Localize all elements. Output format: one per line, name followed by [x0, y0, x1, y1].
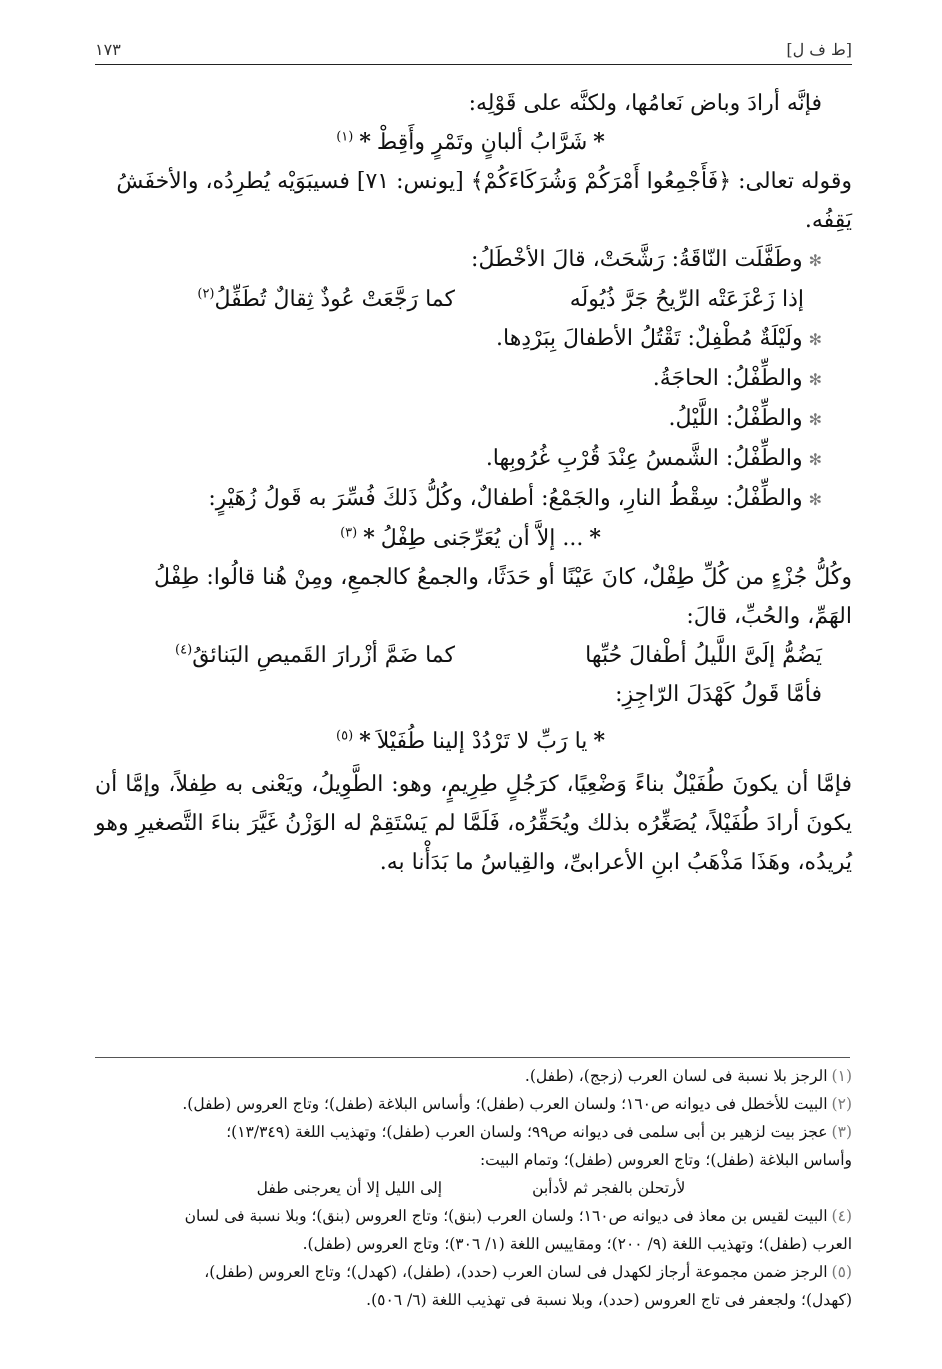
verse-line: *... إلاَّ أن يُعَرِّجَنى طِفْلُ*$^{(٣)}$ [340, 525, 601, 551]
verse-star-icon: * [593, 728, 605, 754]
footnote-ref: (٣) [340, 525, 358, 541]
poem-hemistich: كما رَجَّعَتْ عُوذٌ ثِقالٌ تُطَفِّلُ$^{(٢)}$ [197, 286, 455, 312]
footnote-rule [95, 1057, 850, 1058]
entry-star-icon: ✻ [808, 450, 822, 469]
footnote: (١)الرجز بلا نسبة فى لسان العرب (زجج)، (طفل). [524, 1067, 852, 1085]
entry-line: ✻والطِّفْلُ: الحاجَةُ. [652, 366, 822, 391]
main-text [95, 84, 852, 882]
section-mark: [ط ف ل] [786, 39, 852, 59]
poem-hemistich: إلى الليل إلا أن يعرجنى طفل [256, 1179, 443, 1197]
verse-star-icon: * [589, 525, 601, 551]
footnote-ref: (١) [336, 129, 354, 145]
poem-couplet [95, 280, 852, 319]
entry-star-icon: ✻ [808, 410, 822, 429]
footnote: (٢)البيت للأخطل فى ديوانه ص١٦٠؛ ولسان العرب (طفل)؛ وأساس البلاغة (طفل)؛ وتاج العروس (طفل). [182, 1095, 852, 1113]
paragraph: فإمَّا أن يكونَ طُفَيْلٌ بناءً وَضْعِيًا، كرَجُلٍ طِرِيمٍ، وهو: الطَّوِيلُ، ويَعْنى به طِفلاً، وإمَّا أن يكونَ أرادَ طُفَيْلاً، يُصَغِّرُه بذلك ويُحَقِّرُه، فَلَمَّا لم يَسْتَقِمْ له الوَزْنُ غَيَّرَ بناءَ التَّصغيرِ وهو يُريدُه، وهَذَا مَذْهَبُ ابنِ الأعرابىِّ، والقِياسُ ما بَدَأْنا به. [95, 772, 853, 875]
page-header [95, 34, 852, 64]
footnote-ref: (٢) [197, 286, 215, 302]
poem-hemistich: لأرتحلن بالفجر ثم لأدأبن [532, 1179, 686, 1197]
verse-line: *يا رَبِّ لا تَرْدُدْ إلينا طُفَيْلاَ*$^{(٥)}$ [336, 728, 605, 754]
entry-star-icon: ✻ [808, 330, 822, 349]
header-rule [95, 64, 852, 65]
entry-line: ✻والطِّفْلُ: سِقْطُ النارِ، والجَمْعُ: أطفالٌ، وكُلُّ ذَلكَ فُسِّرَ به قَولُ زُهَيْرٍ: [208, 486, 822, 511]
text-line: وقوله تعالى: ﴿فَأَجْمِعُوا أَمْرَكُمْ وَشُرَكَاءَكُمْ﴾ [يونس: ٧١] فسيبَوَيْه يُطرِدُه، والأخفَشُ [116, 169, 852, 194]
entry-star-icon: ✻ [808, 370, 822, 389]
text-line: يَقِفُه. [804, 208, 852, 233]
footnotes [90, 1062, 852, 1314]
poem-hemistich: يَضُمُّ إلَىَّ اللَّيلُ أطْفالَ حُبِّها [585, 643, 822, 668]
entry-line: ✻وطَفَّلَت النّاقَةُ: رَشَّحَتْ، قالَ الأخْطَلُ: [471, 247, 822, 272]
footnote-continued: (كهدل)؛ ولجعفر فى تاج العروس (حدد)، وبلا نسبة فى تهذيب اللغة (٦/ ٥٠٦). [366, 1291, 852, 1309]
text-line: وكُلُّ جُزْءٍ من كُلِّ طِفْلٌ، كانَ عَيْنًا أو حَدَثًا، والجمعُ كالجمعِ، ومِنْ هُنا قالُوا: طِفْلُ [154, 565, 852, 590]
text-line: الهَمِّ، والحُبِّ، قالَ: [686, 604, 852, 629]
verse-star-icon: * [359, 728, 371, 754]
text-line: فأمَّا قَولُ كَهْدَلَ الرّاجِزِ: [615, 682, 822, 707]
poem-couplet [95, 636, 852, 675]
verse-star-icon: * [363, 525, 375, 551]
footnote-continued: العرب (طفل)؛ وتهذيب اللغة (٩/ ٢٠٠)؛ ومقاييس اللغة (١/ ٣٠٦)؛ وتاج العروس (طفل). [302, 1235, 852, 1253]
verse-line: *شَرَّابُ ألبانٍ وتَمْرٍ وأَقِطْ*$^{(١)}$ [336, 129, 605, 155]
poem-hemistich: كما ضَمَّ أزْرارَ القَميصِ البَنائقُ$^{(٤)}$ [175, 642, 455, 668]
entry-star-icon: ✻ [808, 251, 822, 270]
footnote: (٥)الرجز ضمن مجموعة أرجاز لكهدل فى لسان العرب (حدد)، (طفل)، (كهدل)؛ وتاج العروس (طفل)، [204, 1263, 852, 1281]
footnote-couplet [90, 1174, 852, 1202]
footnote: (٤)البيت لقيس بن معاذ فى ديوانه ص١٦٠؛ ولسان العرب (بنق)؛ وتاج العروس (بنق)؛ وبلا نسبة فى لسان [184, 1207, 852, 1225]
footnote-ref: (٥) [336, 728, 354, 744]
entry-line: ✻والطِّفْلُ: الشَّمسُ عِنْدَ قُرْبِ غُرُوبِها. [485, 446, 822, 471]
text-line: فإنَّه أرادَ وباض نَعامُها، ولكنَّه على قَوْلِه: [468, 91, 822, 116]
verse-star-icon: * [593, 129, 605, 155]
poem-hemistich: إذا زَعْزَعَتْه الرِّيحُ جَرَّ ذُيُولَه [569, 287, 804, 312]
footnote-continued: وأساس البلاغة (طفل)؛ وتاج العروس (طفل)؛ وتمام البيت: [479, 1151, 852, 1169]
footnote-ref: (٤) [175, 642, 193, 658]
entry-line: ✻ولَيْلَةٌ مُطْفِلٌ: تَقْتُلُ الأطفالَ بِبَرْدِها. [496, 326, 822, 351]
entry-line: ✻والطِّفْلُ: اللَّيْلُ. [668, 406, 822, 431]
page-number: ١٧٣ [95, 39, 121, 59]
verse-star-icon: * [359, 129, 371, 155]
entry-star-icon: ✻ [808, 490, 822, 509]
footnote: (٣)عجز بيت لزهير بن أبى سلمى فى ديوانه ص٩٩؛ ولسان العرب (طفل)؛ وتهذيب اللغة (١٣/٣٤٩)؛ [226, 1123, 852, 1141]
